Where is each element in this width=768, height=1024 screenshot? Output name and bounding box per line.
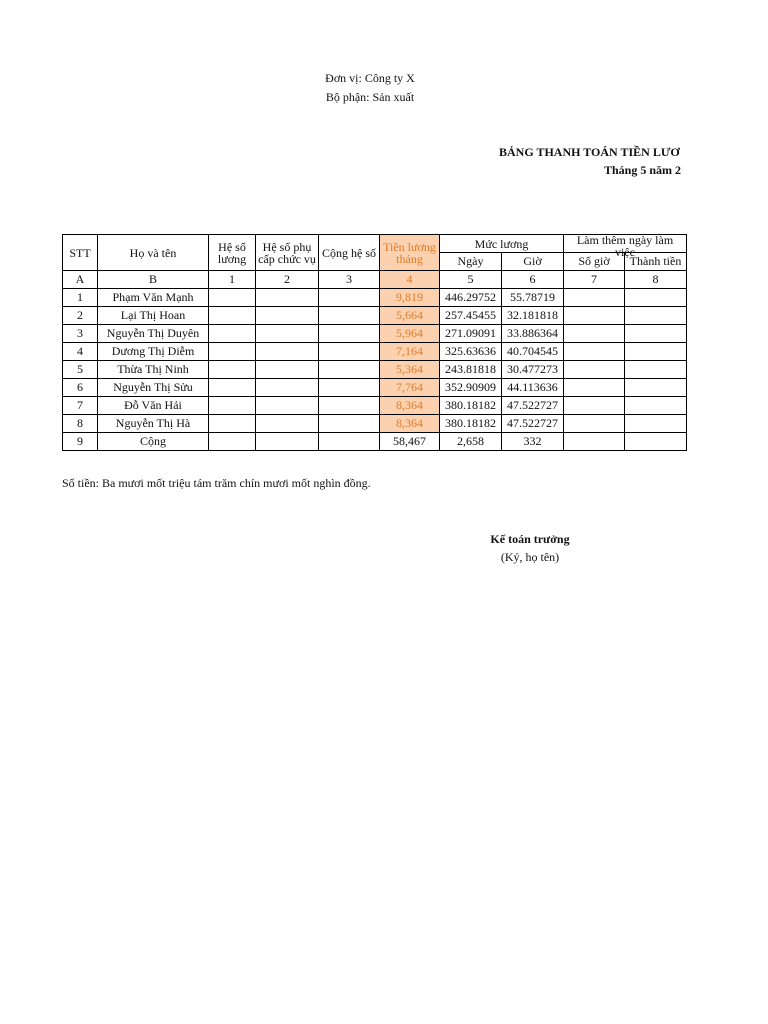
row-heso bbox=[209, 289, 256, 307]
row-tienluong: 5,964 bbox=[380, 325, 440, 343]
header-thanhtien: Thành tiền bbox=[625, 253, 687, 271]
row-thanhtien bbox=[625, 289, 687, 307]
row-stt: 6 bbox=[63, 379, 98, 397]
row-gio: 33.886364 bbox=[502, 325, 564, 343]
row-heso bbox=[209, 415, 256, 433]
signature-note: (Ký, họ tên) bbox=[500, 550, 560, 564]
row-sogio bbox=[564, 343, 625, 361]
row-name: Lại Thị Hoan bbox=[98, 307, 209, 325]
table-row bbox=[63, 379, 687, 397]
total-stt: 9 bbox=[63, 433, 98, 451]
code-cell: 4 bbox=[380, 271, 440, 289]
header-gio: Giờ bbox=[502, 253, 564, 271]
row-tienluong: 8,364 bbox=[380, 397, 440, 415]
row-gio: 55.78719 bbox=[502, 289, 564, 307]
row-sogio bbox=[564, 397, 625, 415]
code-cell: 3 bbox=[319, 271, 380, 289]
row-heso bbox=[209, 379, 256, 397]
total-sogio bbox=[564, 433, 625, 451]
code-cell: A bbox=[63, 271, 98, 289]
table-row bbox=[63, 289, 687, 307]
header-stt: STT bbox=[63, 235, 98, 271]
row-ngay: 446.29752 bbox=[440, 289, 502, 307]
row-ngay: 380.18182 bbox=[440, 397, 502, 415]
row-heso bbox=[209, 343, 256, 361]
total-tienluong: 58,467 bbox=[380, 433, 440, 451]
row-phucap bbox=[256, 415, 319, 433]
row-heso bbox=[209, 361, 256, 379]
row-gio: 30.477273 bbox=[502, 361, 564, 379]
row-phucap bbox=[256, 397, 319, 415]
row-sogio bbox=[564, 415, 625, 433]
row-tienluong: 7,164 bbox=[380, 343, 440, 361]
code-row bbox=[63, 271, 687, 289]
code-cell: 7 bbox=[564, 271, 625, 289]
total-thanhtien bbox=[625, 433, 687, 451]
header-tienluong: Tiền lương tháng bbox=[380, 235, 440, 271]
row-tienluong: 5,664 bbox=[380, 307, 440, 325]
row-phucap bbox=[256, 325, 319, 343]
row-thanhtien bbox=[625, 361, 687, 379]
row-ngay: 257.45455 bbox=[440, 307, 502, 325]
amount-in-words: Số tiền: Ba mươi mốt triệu tám trăm chín mươi mốt nghìn đồng. bbox=[62, 476, 371, 490]
code-cell: 8 bbox=[625, 271, 687, 289]
row-congheso bbox=[319, 361, 380, 379]
company-unit: Đơn vị: Công ty X bbox=[325, 71, 415, 85]
row-name: Nguyễn Thị Hà bbox=[98, 415, 209, 433]
row-sogio bbox=[564, 379, 625, 397]
total-phucap bbox=[256, 433, 319, 451]
row-heso bbox=[209, 307, 256, 325]
row-tienluong: 5,364 bbox=[380, 361, 440, 379]
row-ngay: 325.63636 bbox=[440, 343, 502, 361]
row-phucap bbox=[256, 307, 319, 325]
table-row bbox=[63, 415, 687, 433]
row-ngay: 380.18182 bbox=[440, 415, 502, 433]
row-thanhtien bbox=[625, 343, 687, 361]
table-row bbox=[63, 361, 687, 379]
table-row bbox=[63, 307, 687, 325]
code-cell: 6 bbox=[502, 271, 564, 289]
table-row bbox=[63, 325, 687, 343]
row-name: Đỗ Văn Hải bbox=[98, 397, 209, 415]
row-tienluong: 9,819 bbox=[380, 289, 440, 307]
row-phucap bbox=[256, 343, 319, 361]
header-lamthem bbox=[564, 232, 687, 259]
row-thanhtien bbox=[625, 415, 687, 433]
row-congheso bbox=[319, 343, 380, 361]
signature-title: Kế toán trưởng bbox=[490, 532, 570, 546]
table-row bbox=[63, 343, 687, 361]
row-congheso bbox=[319, 307, 380, 325]
row-stt: 2 bbox=[63, 307, 98, 325]
row-name: Nguyễn Thị Duyên bbox=[98, 325, 209, 343]
row-sogio bbox=[564, 325, 625, 343]
header-mucluong: Mức lương bbox=[440, 235, 564, 253]
row-stt: 7 bbox=[63, 397, 98, 415]
row-stt: 1 bbox=[63, 289, 98, 307]
code-cell: 5 bbox=[440, 271, 502, 289]
row-congheso bbox=[319, 415, 380, 433]
row-phucap bbox=[256, 379, 319, 397]
header-lamthem-text: Làm thêm ngày làm việc bbox=[576, 232, 674, 259]
code-cell: 2 bbox=[256, 271, 319, 289]
row-congheso bbox=[319, 325, 380, 343]
table-row bbox=[63, 397, 687, 415]
row-gio: 44.113636 bbox=[502, 379, 564, 397]
row-ngay: 271.09091 bbox=[440, 325, 502, 343]
document-title: BẢNG THANH TOÁN TIỀN LƯƠ bbox=[499, 145, 680, 159]
row-name: Thừa Thị Ninh bbox=[98, 361, 209, 379]
row-gio: 47.522727 bbox=[502, 397, 564, 415]
code-cell: 1 bbox=[209, 271, 256, 289]
total-ngay: 2,658 bbox=[440, 433, 502, 451]
total-gio: 332 bbox=[502, 433, 564, 451]
header-name: Họ và tên bbox=[98, 235, 209, 271]
header-sogio: Số giờ bbox=[564, 253, 625, 271]
row-thanhtien bbox=[625, 397, 687, 415]
total-heso bbox=[209, 433, 256, 451]
header-ngay: Ngày bbox=[440, 253, 502, 271]
row-thanhtien bbox=[625, 325, 687, 343]
row-gio: 32.181818 bbox=[502, 307, 564, 325]
row-sogio bbox=[564, 361, 625, 379]
header-phucap: Hệ số phụ cấp chức vụ bbox=[256, 235, 319, 271]
row-gio: 40.704545 bbox=[502, 343, 564, 361]
header-heso: Hệ số lương bbox=[209, 235, 256, 271]
row-gio: 47.522727 bbox=[502, 415, 564, 433]
row-tienluong: 8,364 bbox=[380, 415, 440, 433]
row-stt: 4 bbox=[63, 343, 98, 361]
title-clip bbox=[0, 0, 688, 200]
row-sogio bbox=[564, 307, 625, 325]
total-congheso bbox=[319, 433, 380, 451]
row-ngay: 243.81818 bbox=[440, 361, 502, 379]
row-stt: 5 bbox=[63, 361, 98, 379]
row-congheso bbox=[319, 289, 380, 307]
row-stt: 3 bbox=[63, 325, 98, 343]
code-cell: B bbox=[98, 271, 209, 289]
row-name: Dương Thị Diễm bbox=[98, 343, 209, 361]
total-label: Cộng bbox=[98, 433, 209, 451]
row-congheso bbox=[319, 397, 380, 415]
row-phucap bbox=[256, 361, 319, 379]
row-heso bbox=[209, 325, 256, 343]
header-congheso: Cộng hệ số bbox=[319, 235, 380, 271]
document-subtitle: Tháng 5 năm 2 bbox=[604, 163, 682, 177]
row-congheso bbox=[319, 379, 380, 397]
row-name: Phạm Văn Mạnh bbox=[98, 289, 209, 307]
row-thanhtien bbox=[625, 307, 687, 325]
employee-rows bbox=[63, 289, 687, 433]
row-sogio bbox=[564, 289, 625, 307]
payroll-table bbox=[62, 234, 687, 451]
row-phucap bbox=[256, 289, 319, 307]
row-tienluong: 7,764 bbox=[380, 379, 440, 397]
total-row bbox=[63, 433, 687, 451]
row-ngay: 352.90909 bbox=[440, 379, 502, 397]
row-heso bbox=[209, 397, 256, 415]
department: Bộ phận: Sản xuất bbox=[325, 90, 415, 104]
row-name: Nguyễn Thị Sửu bbox=[98, 379, 209, 397]
row-thanhtien bbox=[625, 379, 687, 397]
row-stt: 8 bbox=[63, 415, 98, 433]
